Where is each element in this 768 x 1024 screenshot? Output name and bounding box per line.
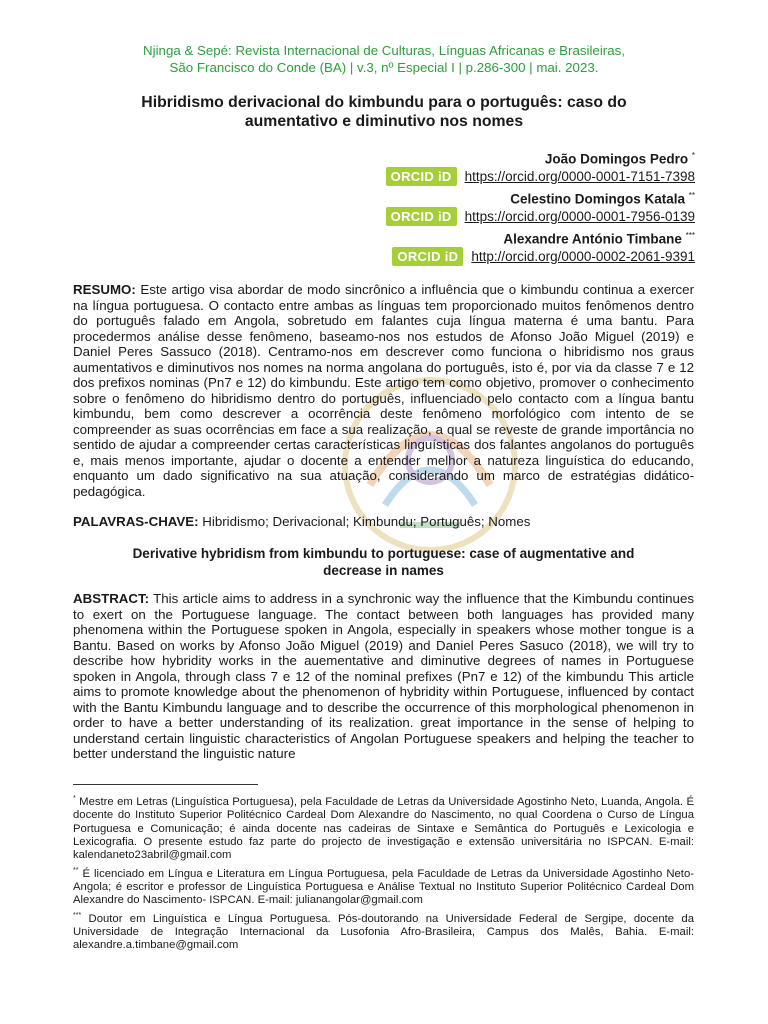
footnote — [73, 792, 694, 863]
resumo-paragraph — [73, 282, 694, 499]
footnote-text: Mestre em Letras (Linguística Portuguesa), pela Faculdade de Letras da Universidade Agostinho Neto, Luanda, Angola. É docente do Instituto Superior Politécnico Cardeal Dom Alexandre do Nascimento, no qual Coordena o Curso de Língua Portuguesa e Comunicação; é ainda docente nas cadeiras de Sintaxe e Semântica do Português e Lexicologia e Lexicografia. O presente estudo faz parte do projecto de investigação e extensão universitária no ISPCAN. E-mail: kalendaneto23abril@gmail.com — [73, 795, 694, 862]
journal-header-line1: Njinga & Sepé: Revista Internacional de Culturas, Línguas Africanas e Brasileiras, — [143, 43, 625, 58]
orcid-link[interactable]: https://orcid.org/0000-0001-7956-0139 — [464, 208, 695, 224]
palavras-chave-text: Hibridismo; Derivacional; Kimbundu; Português; Nomes — [202, 514, 531, 529]
journal-header — [40, 42, 728, 76]
palavras-chave-label: PALAVRAS-CHAVE: — [73, 514, 199, 529]
footnotes — [73, 792, 694, 954]
footnote-divider — [73, 784, 258, 785]
abstract-label: ABSTRACT: — [73, 591, 150, 606]
footnote — [73, 909, 694, 953]
english-title-line1: Derivative hybridism from kimbundu to portuguese: case of augmentative and — [132, 546, 635, 561]
author-name: Celestino Domingos Katala ** — [510, 191, 695, 207]
footnote-text: Doutor em Linguística e Língua Portuguesa. Pós-doutorando na Universidade Federal de Sergipe, docente da Universidade de Integração Internacional da Lusofonia Afro-Brasileira, Campus dos Malês, Bahia. E-mail: alexandre.a.timbane@gmail.com — [73, 912, 694, 952]
footnote-mark: * — [691, 151, 695, 160]
abstract-paragraph — [73, 591, 694, 762]
footnote-mark: * — [73, 795, 76, 802]
footnote-mark: ** — [688, 191, 695, 200]
footnote-text: É licenciado em Língua e Literatura em Língua Portuguesa, pela Faculdade de Letras da Universidade Agostinho Neto-Angola; é escritor e professor de Linguística Portuguesa e Análise Textual no Instituto Superior Politécnico Cardeal Dom Alexandre do Nascimento- ISPCAN. E-mail: julianangolar@gmail.com — [73, 867, 694, 907]
orcid-link[interactable]: http://orcid.org/0000-0002-2061-9391 — [471, 248, 695, 264]
footnote-mark: ** — [73, 866, 79, 874]
english-title-line2: decrease in names — [323, 563, 444, 578]
author-block — [275, 146, 695, 266]
orcid-icon: ORCID iD — [386, 207, 457, 226]
orcid-row — [275, 246, 695, 266]
english-title — [73, 545, 694, 579]
footnote-mark: *** — [685, 231, 695, 240]
article-title — [70, 93, 698, 131]
orcid-link[interactable]: https://orcid.org/0000-0001-7151-7398 — [464, 168, 695, 184]
orcid-row — [275, 206, 695, 226]
abstract-text: This article aims to address in a synchronic way the influence that the Kimbundu continues to exert on the Portuguese language. The contact between both languages has provided many phenomena within the Portuguese spoken in Angola, especially in speakers whose mother tongue is a Bantu. Based on works by Afonso João Miguel (2019) and Daniel Peres Sasuco (2018), we will try to describe how hybridity works in the auementative and diminutive degrees of names in Portuguese spoken in Angola, through class 7 e 12 of the nominal prefixes (Pn7 e 12) of the kimbundu This article aims to promote knowledge about the phenomenon of hybridity within Portuguese, influenced by contact with the Bantu Kimbundu language and to describe the occurrence of this morphological phenomenon in order to have a better understanding of its realization. great importance in the sense of helping to understand certain linguistic characteristics of Angolan Portuguese speakers and helping the teacher to better understand the linguistic nature — [73, 591, 694, 761]
article-title-line2: aumentativo e diminutivo nos nomes — [244, 113, 524, 130]
article-title-line1: Hibridismo derivacional do kimbundu para o português: caso do — [141, 94, 627, 111]
footnote — [73, 864, 694, 908]
footnote-mark: *** — [73, 911, 82, 919]
orcid-icon: ORCID iD — [386, 167, 457, 186]
palavras-chave — [73, 514, 694, 530]
orcid-icon: ORCID iD — [392, 247, 463, 266]
resumo-text: Este artigo visa abordar de modo sincrônico a influência que o kimbundu continua a exercer na língua portuguesa. O contacto entre ambas as línguas tem proporcionado muitos fenômenos dentro do português falado em Angola, sobretudo em falantes cuja língua materna é uma bantu. Para procedermos análise desse fenômeno, baseamo-nos nos estudos de Afonso João Miguel (2019) e Daniel Peres Sassuco (2018). Centramo-nos em descrever como funciona o hibridismo nos graus aumentativos e diminutivos nos nomes na norma angolana do português, isto é, por via da classe 7 e 12 dos prefixos nominas (Pn7 e 12) do kimbundu. Este artigo tem como objetivo, promover o conhecimento sobre o fenômeno do hibridismo dentro do português, influenciado pelo contacto com a língua bantu kimbundu, bem como descrever a ocorrência deste fenômeno morfológico com intento de se compreender as suas ocorrências em face a sua realização, a qual se reveste de grande importância no sentido de ajudar a compreender certas características linguísticas dos falantes angolanos do português e, mais menos importante, ajudar o docente a entender melhor a natureza linguística do educando, enquanto um dado significativo na sua atuação, considerando um marco de estratégias didático-pedagógica. — [73, 282, 694, 499]
author-name: João Domingos Pedro * — [544, 151, 695, 167]
orcid-row — [275, 166, 695, 186]
author-name: Alexandre António Timbane *** — [503, 231, 695, 247]
resumo-label: RESUMO: — [73, 282, 136, 297]
journal-header-line2: São Francisco do Conde (BA) | v.3, nº Especial I | p.286-300 | mai. 2023. — [169, 60, 599, 75]
